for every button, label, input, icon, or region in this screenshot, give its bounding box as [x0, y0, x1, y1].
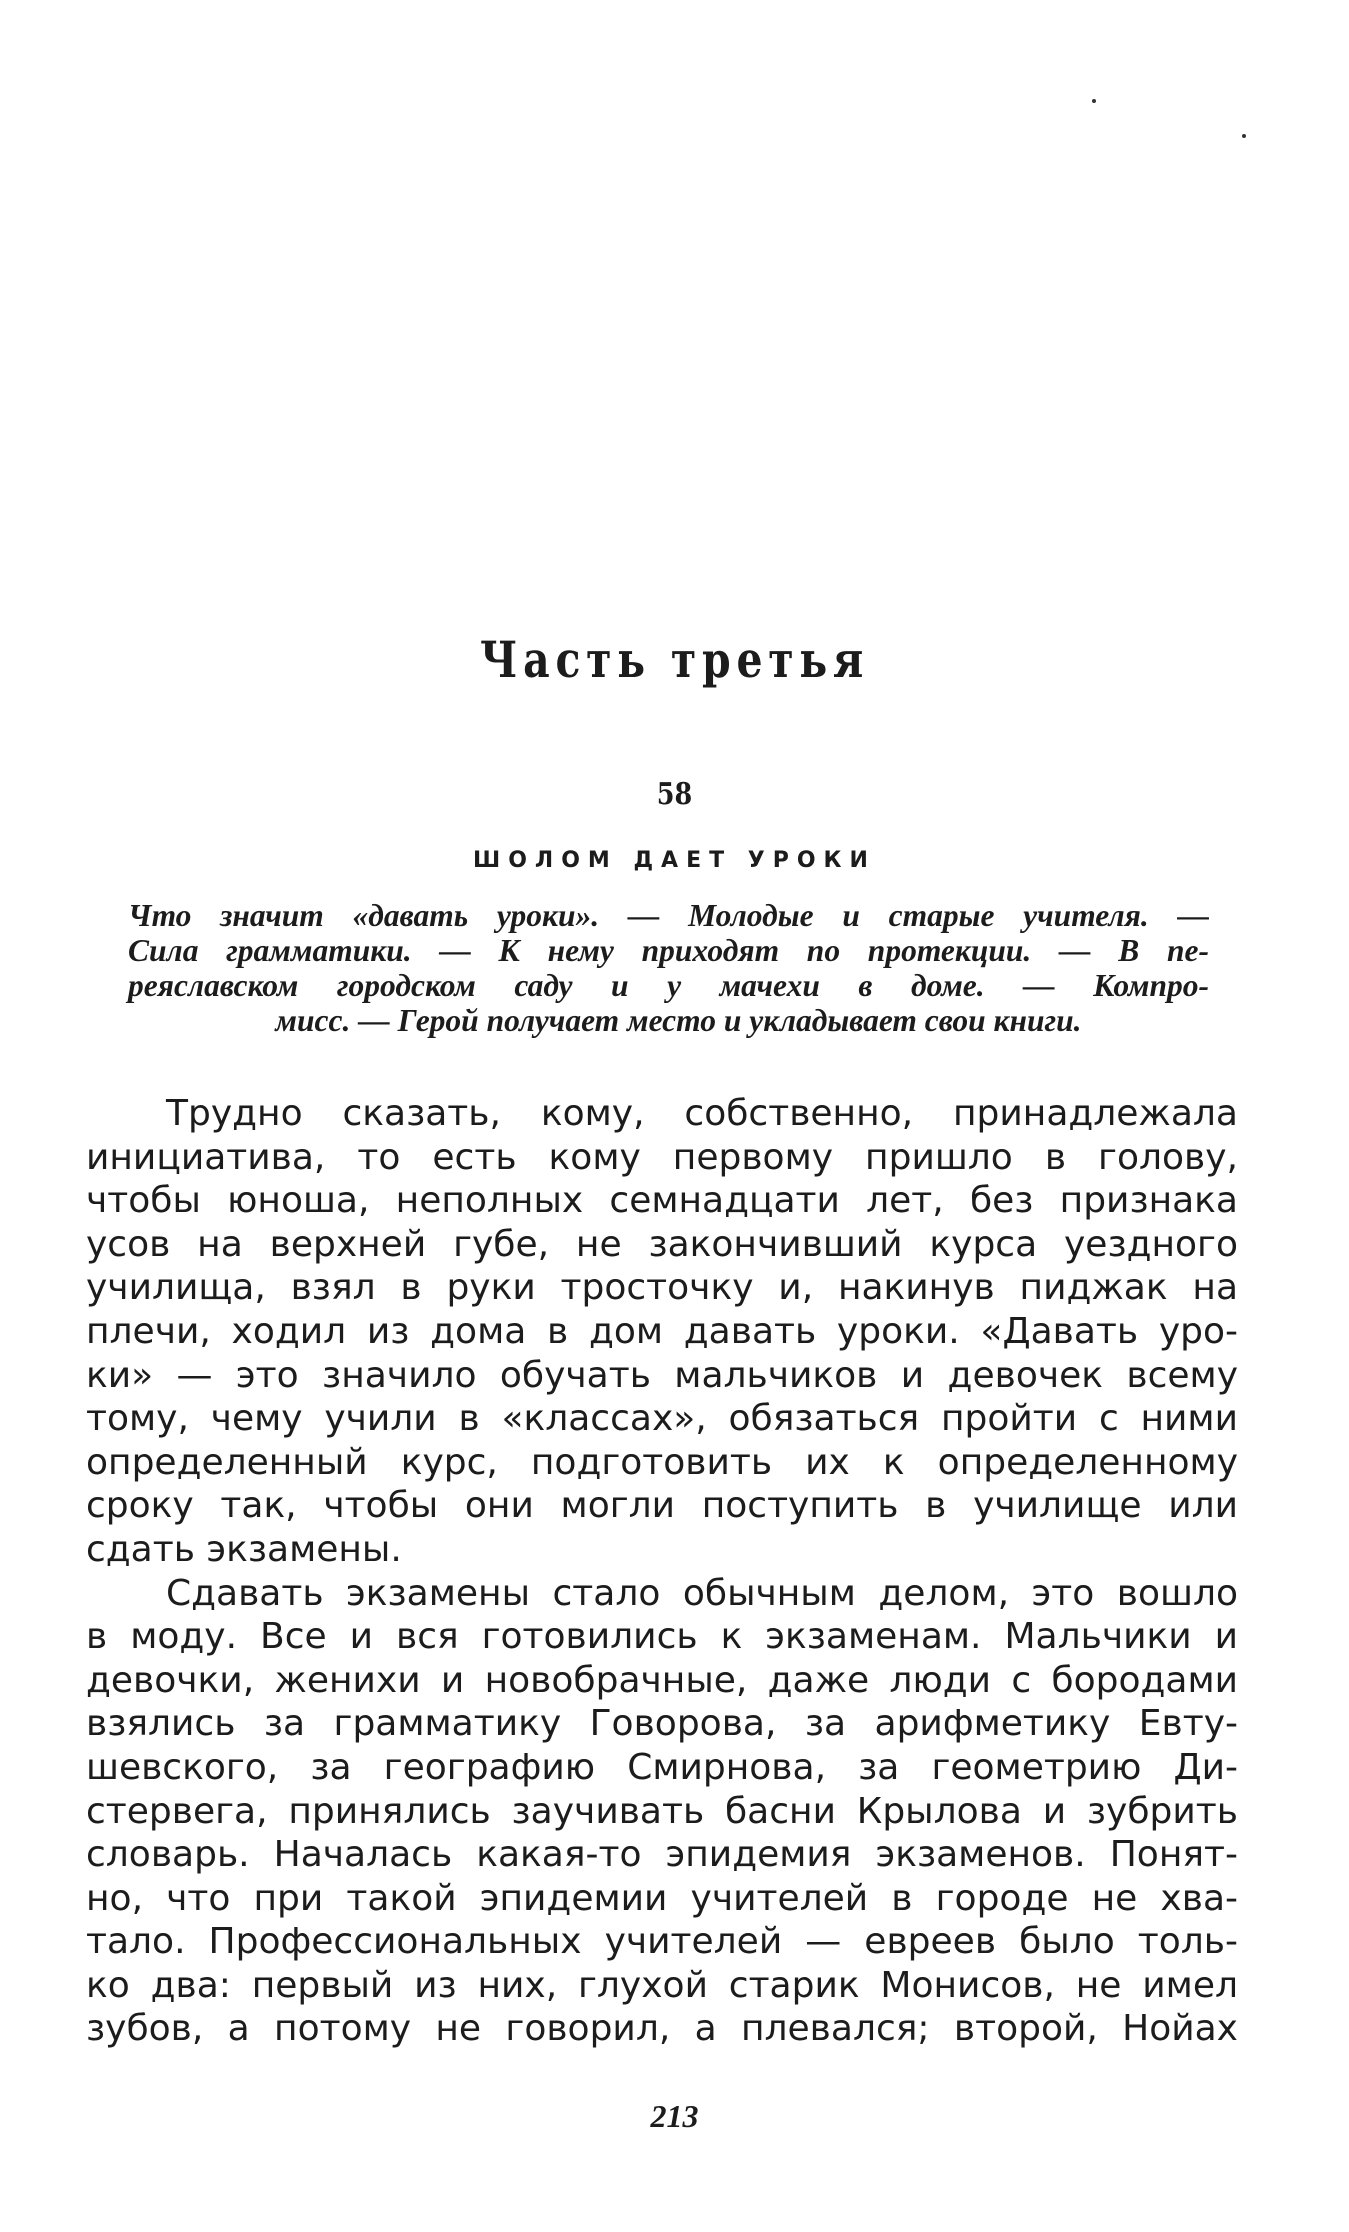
print-speck — [1092, 99, 1096, 103]
text-line: тому, чему учили в «классах», обязаться пройти с ними — [86, 1398, 1238, 1440]
text-line: сроку так, чтобы они могли поступить в училище или — [86, 1485, 1238, 1527]
text-line: девочки, женихи и новобрачные, даже люди с бородами — [86, 1659, 1238, 1701]
chapter-synopsis — [128, 898, 1209, 1038]
text-line: Трудно сказать, кому, собственно, принадлежала — [166, 1093, 1238, 1134]
chapter-title: ШОЛОМ ДАЕТ УРОКИ — [473, 848, 876, 873]
text-line: плечи, ходил из дома в дом давать уроки. «Давать уро- — [86, 1310, 1238, 1352]
text-line: зубов, а потому не говорил, а плевался; второй, Нойах — [86, 2008, 1238, 2050]
text-line: тало. Профессиональных учителей — евреев было толь- — [86, 1921, 1238, 1963]
text-line: усов на верхней губе, не закончивший курса уездного — [86, 1223, 1238, 1265]
synopsis-line: Сила грамматики. — К нему приходят по протекции. — В пе- — [128, 933, 1209, 968]
synopsis-line: Что значит «давать уроки». — Молодые и старые учителя. — — [128, 898, 1209, 933]
part-title: Часть третья — [479, 630, 870, 689]
text-line: определенный курс, подготовить их к определенному — [86, 1441, 1238, 1483]
text-line: училища, взял в руки тросточку и, накинув пиджак на — [86, 1267, 1238, 1309]
text-line: ки» — это значило обучать мальчиков и девочек всему — [86, 1354, 1238, 1396]
print-speck — [1242, 134, 1246, 138]
text-line: чтобы юноша, неполных семнадцати лет, без признака — [86, 1180, 1238, 1222]
body-text — [86, 1092, 1238, 2051]
chapter-number: 58 — [656, 777, 693, 812]
text-line: сдать экзамены. — [86, 1528, 402, 1570]
synopsis-line: мисс. — Герой получает место и укладывает свои книги. — [275, 1003, 1082, 1038]
paragraph-1 — [86, 1092, 1238, 1572]
page-number: 213 — [650, 2098, 699, 2134]
text-line: шевского, за географию Смирнова, за геометрию Ди- — [86, 1746, 1238, 1788]
text-line: стервега, принялись заучивать басни Крылова и зубрить — [86, 1790, 1238, 1832]
synopsis-line: реяславском городском саду и у мачехи в доме. — Компро- — [128, 968, 1209, 1003]
text-line: словарь. Началась какая-то эпидемия экзаменов. Понят- — [86, 1834, 1238, 1876]
text-line: Сдавать экзамены стало обычным делом, это вошло — [166, 1572, 1238, 1614]
paragraph-2 — [86, 1572, 1238, 2052]
text-line: ко два: первый из них, глухой старик Монисов, не имел — [86, 1964, 1238, 2006]
text-line: но, что при такой эпидемии учителей в городе не хва- — [86, 1877, 1238, 1919]
text-line: в моду. Все и вся готовились к экзаменам. Мальчики и — [86, 1616, 1238, 1658]
text-line: взялись за грамматику Говорова, за арифметику Евту- — [86, 1703, 1238, 1745]
text-line: инициатива, то есть кому первому пришло в голову, — [86, 1136, 1238, 1178]
